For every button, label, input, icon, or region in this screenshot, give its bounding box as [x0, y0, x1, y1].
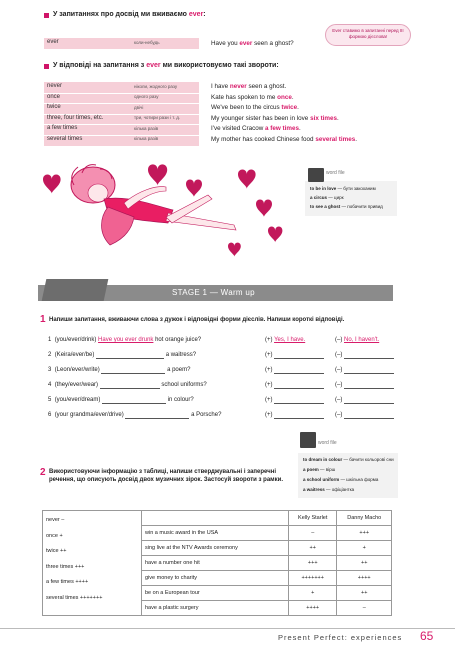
bullet-icon	[44, 64, 49, 69]
legend-item: twice ++	[46, 548, 67, 554]
section1-heading	[53, 10, 206, 19]
example-sentence: Kate has spoken to me once.	[211, 93, 294, 101]
exercise1-number: 1	[40, 314, 46, 325]
word-file-icon	[300, 432, 316, 448]
expressions-panel	[44, 82, 199, 146]
table-row: be on a European tour + ++	[43, 586, 392, 601]
girl-with-hearts-illustration	[38, 155, 288, 260]
word-file-entry: a poem — вірш	[303, 467, 336, 472]
exercise1-item: 5 (you/ever/dream) in colour?	[48, 397, 194, 403]
short-answer-negative: (–)	[335, 381, 394, 389]
short-answer-positive: (+)	[265, 366, 324, 374]
answer-blank[interactable]	[344, 352, 394, 359]
heading-post: :	[203, 11, 206, 18]
word-file-box	[298, 453, 398, 498]
ever-term: ever	[47, 39, 59, 45]
answer-blank[interactable]	[344, 382, 394, 389]
exercise2-instruction: Використовуючи інформацію з таблиці, напиши стверджувальні і заперечні речення, що описують досвід двох музичних зірок. Застосуй звороти з рамки.	[49, 469, 283, 483]
stage-title: STAGE 1 — Warm up	[172, 288, 255, 297]
legend-item: three times +++	[46, 563, 85, 570]
filled-answer: Have you ever drunk	[98, 337, 154, 343]
expression-row: several times кілька разів	[47, 135, 159, 142]
answer-blank[interactable]	[274, 352, 324, 359]
answer-blank[interactable]	[344, 412, 394, 419]
answer-blank[interactable]	[274, 382, 324, 389]
footer-title: Present Perfect: experiences	[278, 633, 403, 642]
question-blank[interactable]	[100, 382, 160, 389]
short-answer-negative: (–)	[335, 396, 394, 404]
table-row: win a music award in the USA – +++	[43, 526, 392, 541]
table-header: Danny Macho	[337, 511, 392, 526]
legend-item: a few times ++++	[46, 579, 89, 585]
answer-blank[interactable]	[344, 397, 394, 404]
table-row: have a plastic surgery ++++ –	[43, 601, 392, 616]
short-answer-positive: (+)	[265, 351, 324, 359]
short-answer-positive: (+)	[265, 396, 324, 404]
answer-blank[interactable]	[274, 397, 324, 404]
stage-bar-graphic	[42, 279, 109, 301]
table-row: sing live at the NTV Awards ceremony ++ +	[43, 541, 392, 556]
exercise1-item: 4 (they/ever/wear) school uniforms?	[48, 382, 207, 388]
table-row: have a number one hit +++ ++	[43, 556, 392, 571]
answer-blank[interactable]	[274, 412, 324, 419]
exercise1-item: 1 (you/ever/drink) Have you ever drunk hot orange juice?	[48, 337, 202, 343]
short-answer-negative: (–)	[335, 351, 394, 359]
question-blank[interactable]	[125, 412, 189, 419]
short-answer-positive: (+)	[265, 381, 324, 389]
word-file-entry: a school uniform — шкільна форма	[303, 477, 379, 482]
expression-row: a few times кілька разів	[44, 124, 199, 136]
heading-text: У запитаннях про досвід ми вживаємо	[53, 11, 187, 18]
question-blank[interactable]	[102, 397, 166, 404]
question-blank[interactable]	[96, 352, 164, 359]
ever-row	[44, 38, 199, 50]
question-blank[interactable]	[101, 367, 165, 374]
exercise1-item: 3 (Leon/ever/write) a poem?	[48, 367, 191, 373]
exercise1-item: 6 (your grandma/ever/drive) a Porsche?	[48, 412, 222, 418]
ever-panel	[44, 38, 199, 50]
table-header	[142, 511, 289, 526]
section2-heading: У відповіді на запитання з ever ми використовуємо такі звороти:	[53, 62, 279, 69]
word-file-label: word file	[326, 170, 345, 176]
short-answer-positive: (+) Yes, I have.	[265, 337, 306, 343]
short-answer-negative: (–) No, I haven't.	[335, 337, 380, 343]
expression-row: three, four times, etc. три, чотири рази і т. д.	[44, 114, 199, 126]
short-answer-negative: (–)	[335, 411, 394, 419]
ever-example: Have you ever seen a ghost?	[211, 40, 294, 47]
word-file-entry: to dream in colour — бачити кольорові сни	[303, 457, 394, 462]
bullet-icon	[44, 13, 49, 18]
answer-blank[interactable]	[344, 367, 394, 374]
footer-rule	[0, 628, 455, 629]
expression-row: never ніколи, жодного разу	[44, 82, 199, 94]
heading-keyword: ever	[188, 11, 204, 18]
experience-table	[42, 510, 392, 616]
example-sentence: I have never seen a ghost.	[211, 83, 287, 90]
example-sentence: We've been to the circus twice.	[211, 104, 299, 111]
word-file-entry: to see a ghost — побачити привид	[310, 204, 383, 209]
word-file-entry: to be in love — бути закоханим	[310, 186, 376, 191]
legend-item: once +	[46, 532, 63, 539]
word-file-icon	[308, 168, 324, 182]
word-file-box	[305, 181, 397, 216]
legend-item: never –	[46, 517, 65, 523]
page-number: 65	[420, 629, 434, 643]
ever-translation: коли-небудь	[134, 39, 160, 45]
expression-row: once одного разу	[44, 93, 199, 105]
legend-item: several times +++++++	[46, 594, 103, 601]
exercise1-instruction: Напиши запитання, вживаючи слова з дужок і відповідні форми дієслів. Напиши короткі відповіді.	[49, 317, 345, 323]
table-header: Kelly Starlet	[289, 511, 337, 526]
example-sentence: My mother has cooked Chinese food several times.	[211, 135, 357, 143]
word-file-entry: a waitress — офіціантка	[303, 487, 355, 492]
short-answer-negative: (–)	[335, 366, 394, 374]
exercise2-number: 2	[40, 467, 46, 478]
table-row	[43, 511, 392, 526]
expression-row: twice двічі	[44, 103, 199, 115]
ever-tip-bubble: Ever ставимо в запитанні перед III формою дієслова!	[325, 24, 411, 46]
word-file-label: word file	[318, 440, 337, 446]
example-sentence: I've visited Cracow a few times.	[211, 125, 301, 132]
example-sentence: My younger sister has been in love six times.	[211, 114, 339, 122]
legend-cell	[43, 511, 142, 616]
word-file-entry: a circus — цирк	[310, 195, 344, 200]
table-row: give money to charity +++++++ ++++	[43, 571, 392, 586]
answer-blank[interactable]	[274, 367, 324, 374]
exercise1-item: 2 (Keira/ever/be) a waitress?	[48, 352, 197, 358]
short-answer-positive: (+)	[265, 411, 324, 419]
